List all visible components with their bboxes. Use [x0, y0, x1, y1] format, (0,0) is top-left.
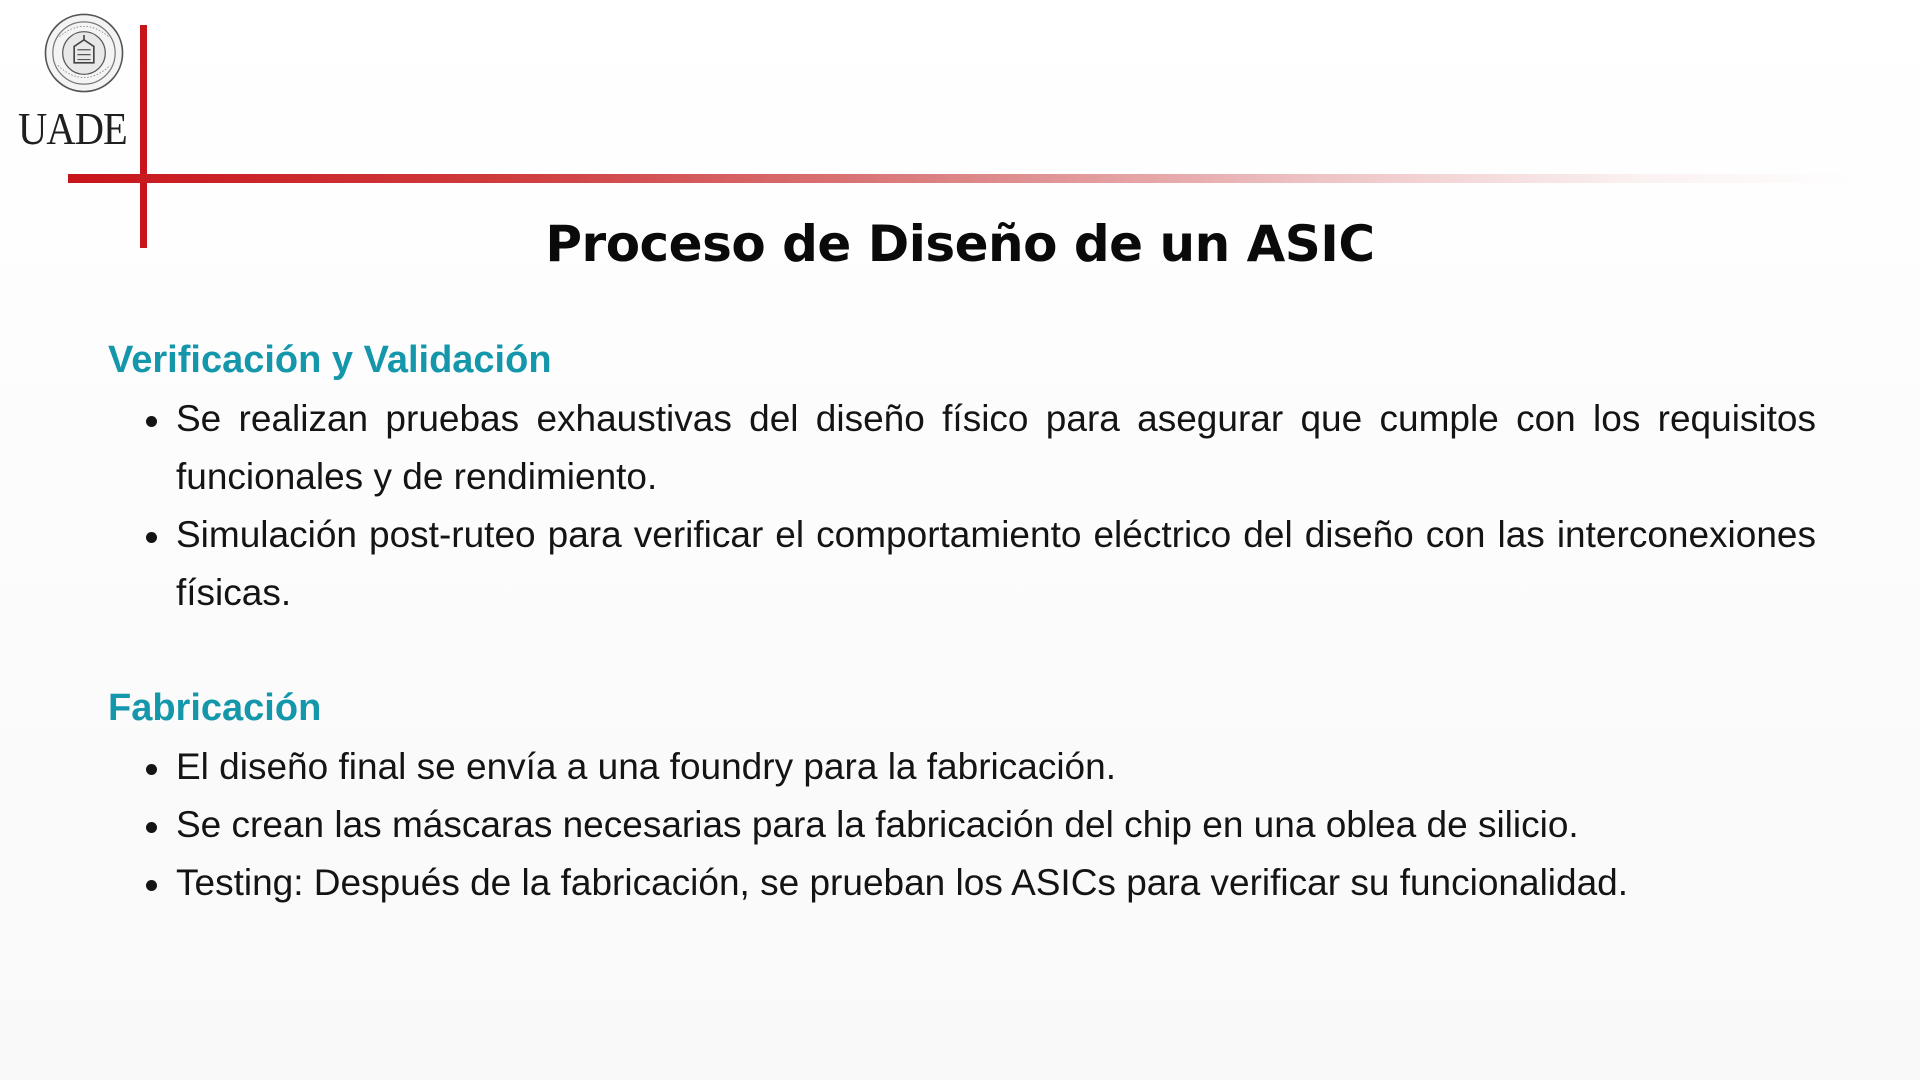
bullet-icon [146, 416, 157, 427]
bullet-icon [146, 880, 157, 891]
list-item-text: Se crean las máscaras necesarias para la fabricación del chip en una oblea de silicio. [176, 804, 1579, 845]
list-item-text: Simulación post-ruteo para verificar el comportamiento eléctrico del diseño con las interconexiones físicas. [176, 514, 1816, 613]
section-verificacion [108, 336, 1818, 622]
list-item [176, 506, 1816, 622]
list-item-text: Testing: Después de la fabricación, se prueban los ASICs para verificar su funcionalidad. [176, 862, 1629, 903]
university-seal-icon [43, 12, 125, 94]
list-item [176, 738, 1818, 796]
logo-text: UADE [18, 104, 127, 154]
red-horizontal-line [68, 174, 1858, 183]
section-heading: Fabricación [108, 687, 322, 729]
list-item [176, 854, 1818, 912]
bullet-icon [146, 822, 157, 833]
uade-logo [18, 12, 128, 152]
list-item-text: El diseño final se envía a una foundry para la fabricación. [176, 746, 1116, 787]
list-item [176, 390, 1816, 506]
slide-title: Proceso de Diseño de un ASIC [545, 215, 1375, 273]
bullet-list [108, 738, 1818, 912]
section-heading: Verificación y Validación [108, 339, 552, 381]
bullet-icon [146, 532, 157, 543]
list-item [176, 796, 1818, 854]
bullet-icon [146, 764, 157, 775]
list-item-text: Se realizan pruebas exhaustivas del diseño físico para asegurar que cumple con los requisitos funcionales y de rendimiento. [176, 398, 1816, 497]
bullet-list [108, 390, 1818, 622]
section-fabricacion [108, 684, 1818, 912]
